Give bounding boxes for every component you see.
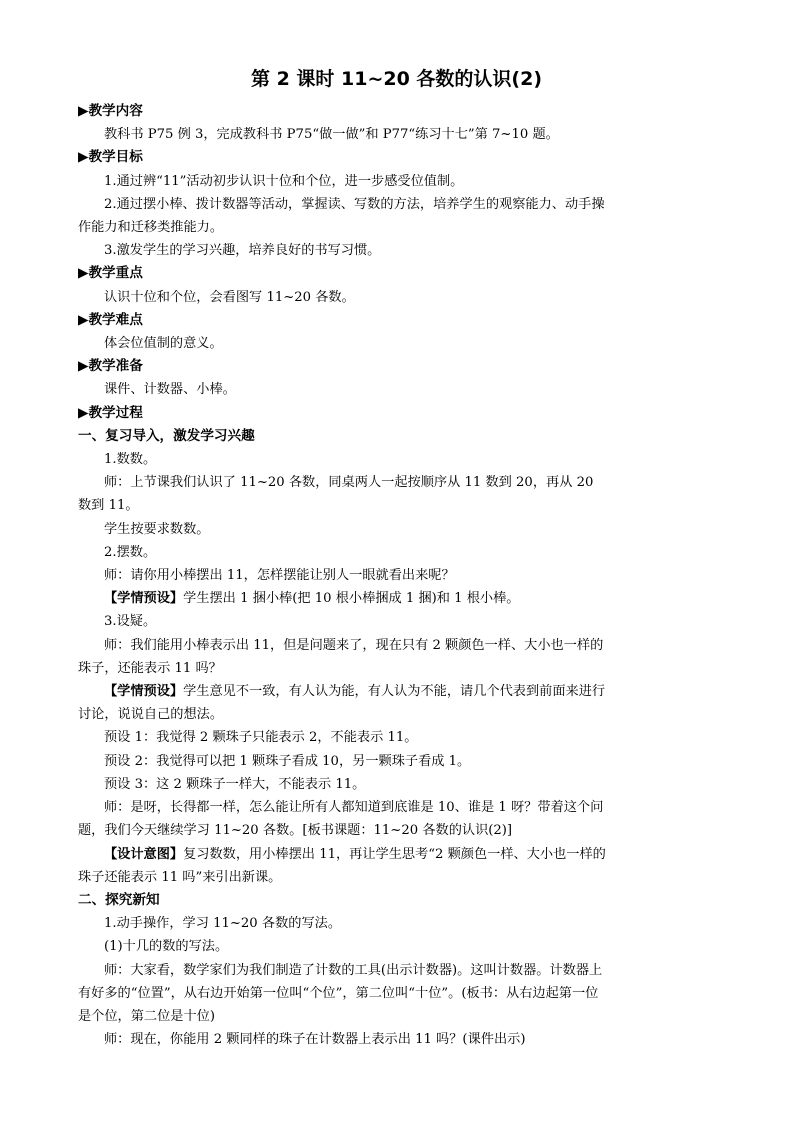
- heading-process: ▶教学过程: [78, 404, 143, 421]
- section-heading: 二、探究新知: [78, 891, 160, 908]
- tag-label: 【学情预设】: [104, 591, 184, 607]
- document-body: [78, 100, 606, 1051]
- paragraph: 师：我们能用小棒表示出 11，但是问题来了，现在只有 2 颗颜色一样、大小也一样的珠子，还能表示 11 吗？: [78, 637, 604, 676]
- paragraph: 体会位值制的意义。: [104, 336, 223, 352]
- paragraph: 预设 3：这 2 颗珠子一样大，不能表示 11。: [104, 776, 366, 792]
- paragraph: 课件、计数器、小棒。: [104, 382, 236, 398]
- heading-preparation: ▶教学准备: [78, 358, 143, 375]
- paragraph: 师：上节课我们认识了 11~20 各数，同桌两人一起按顺序从 11 数到 20，再从 20 数到 11。: [78, 475, 594, 514]
- heading-content: ▶教学内容: [78, 103, 143, 119]
- paragraph: 认识十位和个位，会看图写 11~20 各数。: [104, 289, 355, 305]
- paragraph: 预设 1：我觉得 2 颗珠子只能表示 2，不能表示 11。: [104, 730, 418, 746]
- paragraph: (1)十几的数的写法。: [104, 939, 229, 955]
- paragraph: 2.摆数。: [104, 544, 157, 560]
- heading-difficulties: ▶教学难点: [78, 311, 143, 328]
- paragraph: 师：现在，你能用 2 颗同样的珠子在计数器上表示出 11 吗？(课件出示): [104, 1032, 526, 1048]
- paragraph: 3.设疑。: [104, 614, 157, 630]
- paragraph: 3.激发学生的学习兴趣，培养良好的书写习惯。: [104, 243, 381, 259]
- paragraph: 师：请你用小棒摆出 11，怎样摆能让别人一眼就看出来呢？: [104, 568, 455, 584]
- paragraph: [78, 843, 606, 889]
- section-heading: 一、复习导入，激发学习兴趣: [78, 427, 255, 444]
- paragraph: 2.通过摆小棒、拨计数器等活动，掌握读、写数的方法，培养学生的观察能力、动手操作能力和迁移类推能力。: [78, 196, 605, 236]
- paragraph: 预设 2：我觉得可以把 1 颗珠子看成 10，另一颗珠子看成 1。: [104, 753, 471, 769]
- tag-label: 【学情预设】: [104, 684, 184, 700]
- paragraph-text: 学生意见不一致，有人认为能，有人认为不能，请几个代表到前面来进行讨论，说说自己的想法。: [78, 684, 606, 723]
- paragraph: [78, 587, 606, 610]
- paragraph-text: 学生摆出 1 捆小棒(把 10 根小棒捆成 1 捆)和 1 根小棒。: [183, 591, 520, 607]
- tag-label: 【设计意图】: [104, 846, 184, 862]
- heading-goals: ▶教学目标: [78, 149, 143, 166]
- paragraph: 1.动手操作，学习 11~20 各数的写法。: [104, 916, 342, 932]
- paragraph: [78, 680, 606, 726]
- page-title: 第 2 课时 11~20 各数的认识(2): [250, 68, 543, 90]
- paragraph: 师：是呀，长得都一样，怎么能让所有人都知道到底谁是 10、谁是 1 呀？带着这个问题，我们今天继续学习 11~20 各数。[板书课题：11~20 各数的认识(2)]: [78, 800, 604, 839]
- paragraph: 1.数数。: [104, 452, 157, 468]
- paragraph: 学生按要求数数。: [104, 521, 210, 537]
- heading-key-points: ▶教学重点: [78, 265, 143, 282]
- paragraph-text: 复习数数，用小棒摆出 11，再让学生思考“2 颗颜色一样、大小也一样的珠子还能表示 11 吗”来引出新课。: [78, 846, 606, 885]
- paragraph: 师：大家看，数学家们为我们制造了计数的工具(出示计数器)。这叫计数器。计数器上有好多的“位置”，从右边开始第一位叫“个位”，第二位叫“十位”。(板书：从右边起第一位是个位，第二位是十位): [78, 962, 603, 1024]
- paragraph: 1.通过辨“11”活动初步认识十位和个位，进一步感受位值制。: [104, 173, 464, 189]
- paragraph: 教科书 P75 例 3，完成教科书 P75“做一做”和 P77“练习十七”第 7~10 题。: [104, 127, 559, 143]
